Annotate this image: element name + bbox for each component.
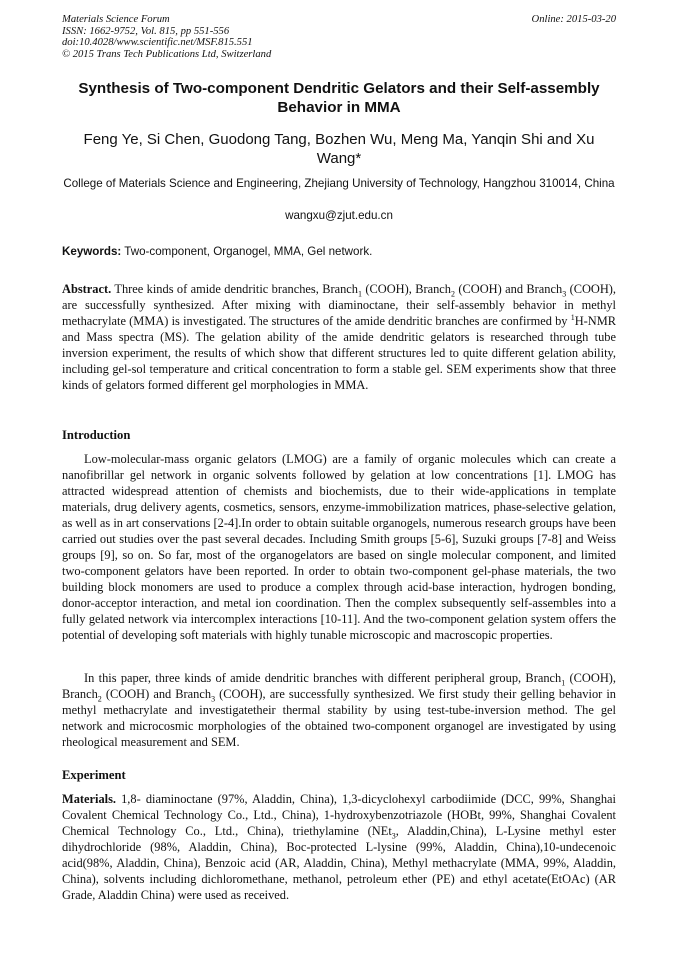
abstract-paragraph bbox=[62, 281, 616, 393]
subscript: 3 bbox=[562, 289, 567, 299]
superscript: 1 bbox=[570, 312, 575, 322]
subscript: 3 bbox=[211, 694, 216, 704]
copyright-line: © 2015 Trans Tech Publications Ltd, Switzerland bbox=[62, 48, 272, 60]
introduction-heading: Introduction bbox=[62, 428, 131, 442]
journal-name: Materials Science Forum bbox=[62, 14, 170, 25]
subscript: 3 bbox=[391, 831, 396, 841]
materials-paragraph bbox=[62, 791, 616, 903]
keywords-line bbox=[62, 245, 616, 258]
intro-text: (COOH), are successfully synthesized. We first study their gelling behavior in methyl methacrylate and investigatetheir thermal stability by using test-tube-inversion method. The gel network and microcosmic morphologies of the obtained two-component organogel are investigated by using rheological measurement and SEM. bbox=[62, 687, 616, 749]
materials-label: Materials. bbox=[62, 792, 117, 806]
subscript: 1 bbox=[561, 678, 566, 688]
abstract-text: (COOH), are successfully synthesized. After mixing with diaminoctane, their self-assembly behavior in methyl methacrylate (MMA) is investigated. The structures of the amide dendritic branches are confirmed by bbox=[62, 282, 617, 328]
intro-paragraph-1 bbox=[62, 451, 616, 643]
author-list: Feng Ye, Si Chen, Guodong Tang, Bozhen Wu, Meng Ma, Yanqin Shi and Xu Wang* bbox=[83, 131, 595, 167]
intro-text: (COOH), Branch bbox=[62, 671, 616, 701]
paper-title: Synthesis of Two-component Dendritic Gelators and their Self-assembly Behavior in MMA bbox=[78, 80, 600, 116]
intro-text: Low-molecular-mass organic gelators (LMOG) are a family of organic molecules which can create a nanofibrillar gel network in organic solvents followed by gelation at low concentrations [1]. LMOG has attracted widespread attention of chemists and biochemists, due to their wide-applications in template materials, drug delivery agents, cosmetics, sensors, enzyme-immobilization matrices, phase-selective gelation, as well as in art conservations [2-4].In order to obtain suitable organogels, numerous research groups have been carried out studies over the past several decades. Including Smith groups [5-6], Suzuki groups [7-8] and Weiss groups [9], so on. So far, most of the organogelators are based on single molecular component, and limited two-component gelators have been reported. In order to obtain two-component gel-phase materials, the two building block monomers are used to produce a complex through acid-base interaction, hydrogen bonding, donor-acceptor interaction, and metal ion coordination. Then the complex subsequently self-assembles into a fully gelated network via intercomplex interactions [10-11]. And the two-component gelation system offers the potential of developing soft materials with highly tunable microscopic and macroscopic properties. bbox=[62, 452, 616, 642]
subscript: 2 bbox=[97, 694, 102, 704]
materials-text: , Aladdin,China), L-Lysine methyl ester dihydrochloride (98%, Aladdin, China), Boc-protected L-lysine (99%, Aladdin, China),10-undecenoic acid(98%, Aladdin, China), Benzoic acid (AR, Aladdin, China), Methyl methacrylate (MMA, 99%, Aladdin, China), solvents including dichloromethane, methanol, petroleum ether (PE) and ethyl acetate(EtOAc) (AR Grade, Aladdin China) were used as received. bbox=[62, 824, 616, 902]
subscript: 2 bbox=[451, 289, 455, 299]
journal-header bbox=[62, 14, 616, 60]
doi-line: doi:10.4028/www.scientific.net/MSF.815.551 bbox=[62, 37, 253, 49]
contact-email: wangxu@zjut.edu.cn bbox=[285, 209, 393, 222]
experiment-heading: Experiment bbox=[62, 768, 126, 782]
abstract-text: (COOH), Branch bbox=[361, 282, 451, 296]
online-date: Online: 2015-03-20 bbox=[531, 14, 616, 25]
abstract-text: Three kinds of amide dendritic branches, Branch bbox=[114, 282, 358, 296]
keywords-text: Two-component, Organogel, MMA, Gel network. bbox=[124, 245, 373, 258]
materials-text: 1,8- diaminoctane (97%, Aladdin, China), 1,3-dicyclohexyl carbodiimide (DCC, 99%, Shanghai Covalent Chemical Technology Co., Ltd., China), 1-hydroxybenzotriazole (HOBt, 99%, Shanghai Covalent Chemical Technology Co., Ltd., China), triethylamine (NEt bbox=[62, 792, 616, 838]
intro-paragraph-2 bbox=[62, 670, 616, 750]
abstract-text: (COOH) and Branch bbox=[455, 282, 563, 296]
subscript: 1 bbox=[357, 289, 362, 299]
affiliation: College of Materials Science and Engineering, Zhejiang University of Technology, Hangzhou 310014, China bbox=[63, 177, 615, 190]
issn-line: ISSN: 1662-9752, Vol. 815, pp 551-556 bbox=[62, 25, 230, 37]
intro-text: (COOH) and Branch bbox=[101, 687, 212, 701]
abstract-text: H-NMR and Mass spectra (MS). The gelation ability of the amide dendritic gelators is researched through tube inversion experiment, the results of which show that different structures led to quite different gelation ability, including gel-sol temperature and critical concentration to form a stable gel. SEM experiments show that three kinds of gelators formed different gel morphologies in MMA. bbox=[62, 314, 616, 392]
abstract-label: Abstract. bbox=[62, 282, 112, 296]
intro-text: In this paper, three kinds of amide dendritic branches with different peripheral group, Branch bbox=[84, 671, 562, 685]
keywords-label: Keywords: bbox=[62, 245, 122, 258]
